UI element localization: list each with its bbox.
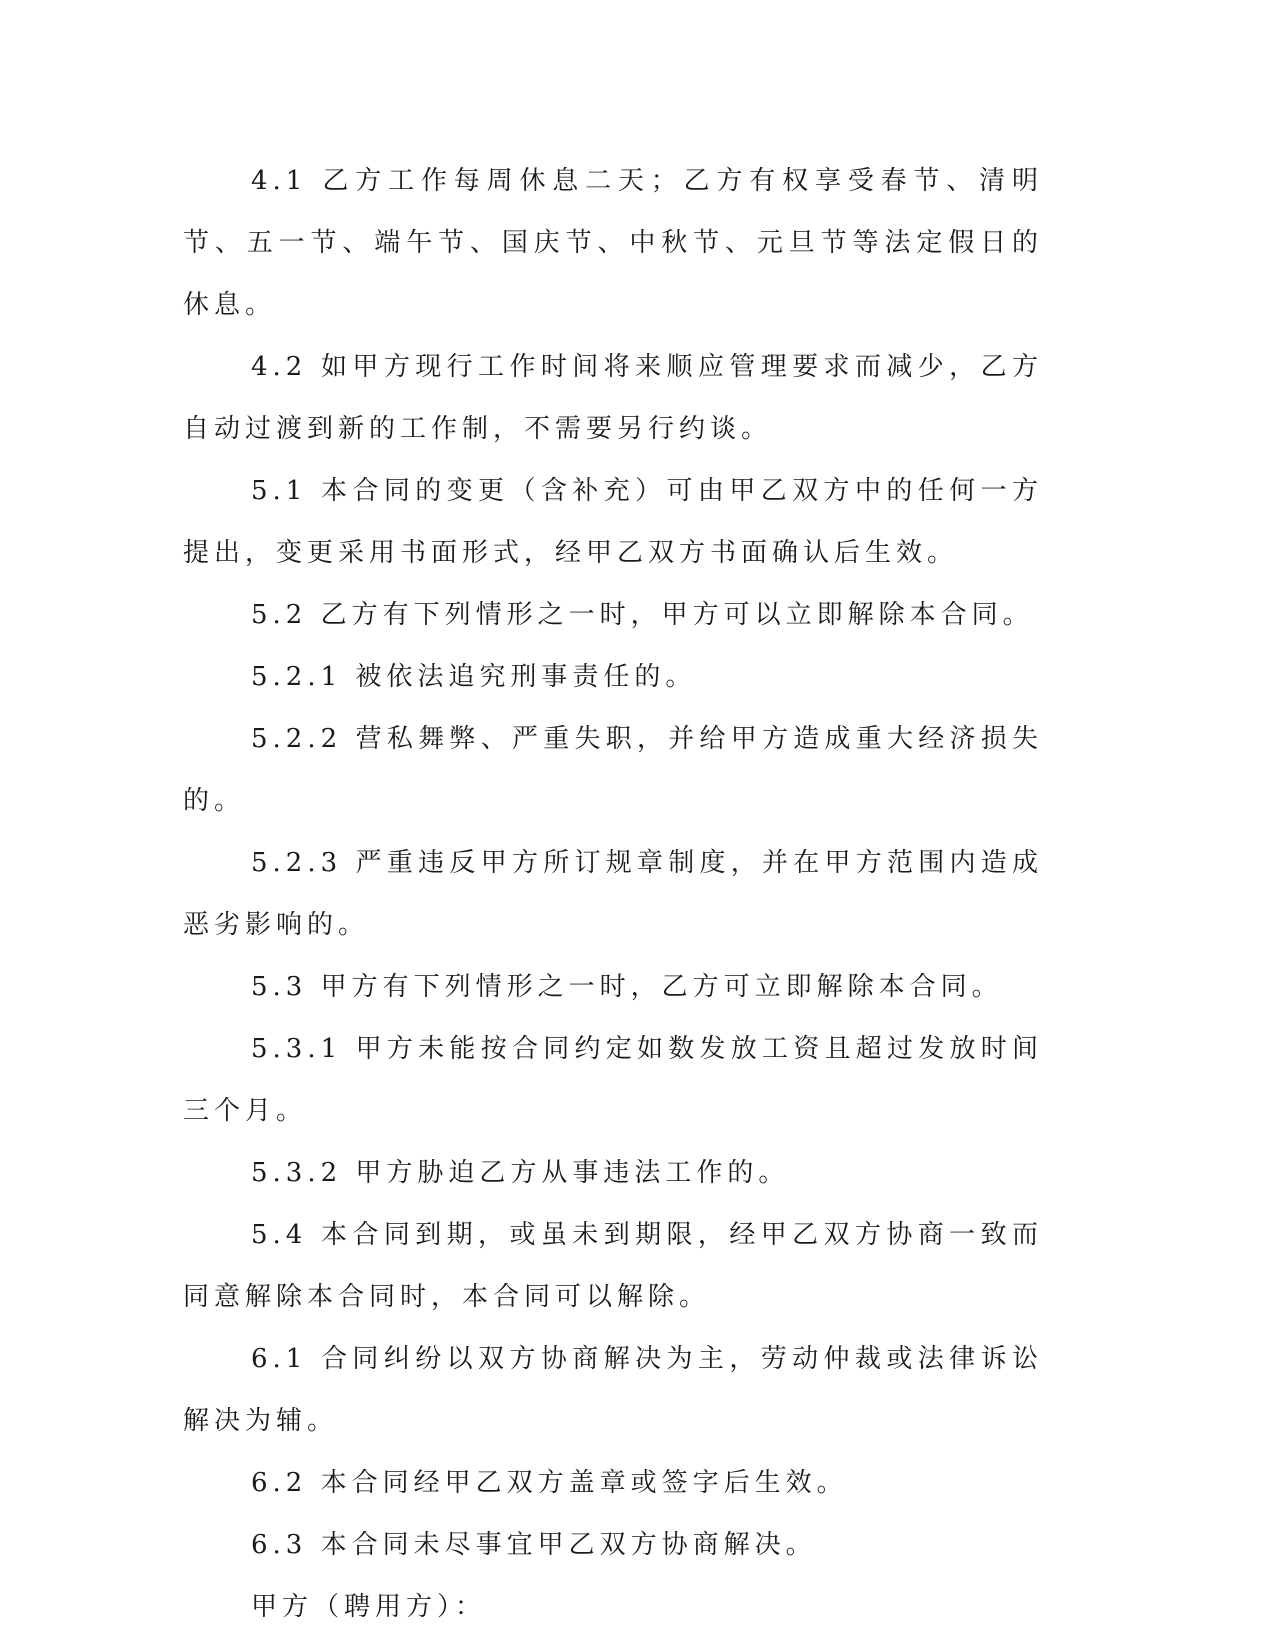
- clause-5-2: 5.2 乙方有下列情形之一时，甲方可以立即解除本合同。: [251, 600, 1034, 630]
- clause-6-3: 6.3 本合同未尽事宜甲乙双方协商解决。: [251, 1530, 817, 1560]
- clause-6-2: 6.2 本合同经甲乙双方盖章或签字后生效。: [251, 1468, 848, 1498]
- clause-5-4: 5.4 本合同到期，或虽未到期限，经甲乙双方协商一致而同意解除本合同时，本合同可以解除。: [183, 1220, 1043, 1312]
- clause-5-3-1: 5.3.1 甲方未能按合同约定如数发放工资且超过发放时间三个月。: [183, 1034, 1043, 1126]
- clause-5-3-2: 5.3.2 甲方胁迫乙方从事违法工作的。: [251, 1158, 790, 1188]
- clause-6-1: 6.1 合同纠纷以双方协商解决为主，劳动仲裁或法律诉讼解决为辅。: [183, 1344, 1043, 1436]
- clause-5-2-3: 5.2.3 严重违反甲方所订规章制度，并在甲方范围内造成恶劣影响的。: [183, 848, 1043, 940]
- clause-4-2: 4.2 如甲方现行工作时间将来顺应管理要求而减少，乙方自动过渡到新的工作制，不需要另行约谈。: [183, 352, 1043, 444]
- clause-5-2-1: 5.2.1 被依法追究刑事责任的。: [251, 662, 697, 692]
- clause-5-2-2: 5.2.2 营私舞弊、严重失职，并给甲方造成重大经济损失的。: [183, 724, 1043, 816]
- clause-4-1: 4.1 乙方工作每周休息二天；乙方有权享受春节、清明节、五一节、端午节、国庆节、中秋节、元旦节等法定假日的休息。: [183, 166, 1043, 320]
- clause-5-3: 5.3 甲方有下列情形之一时，乙方可立即解除本合同。: [251, 972, 1003, 1002]
- clause-5-1: 5.1 本合同的变更（含补充）可由甲乙双方中的任何一方提出，变更采用书面形式，经甲乙双方书面确认后生效。: [183, 476, 1043, 568]
- document-body: [183, 150, 1043, 1638]
- party-a-signature-label: 甲方（聘用方）：: [251, 1592, 487, 1622]
